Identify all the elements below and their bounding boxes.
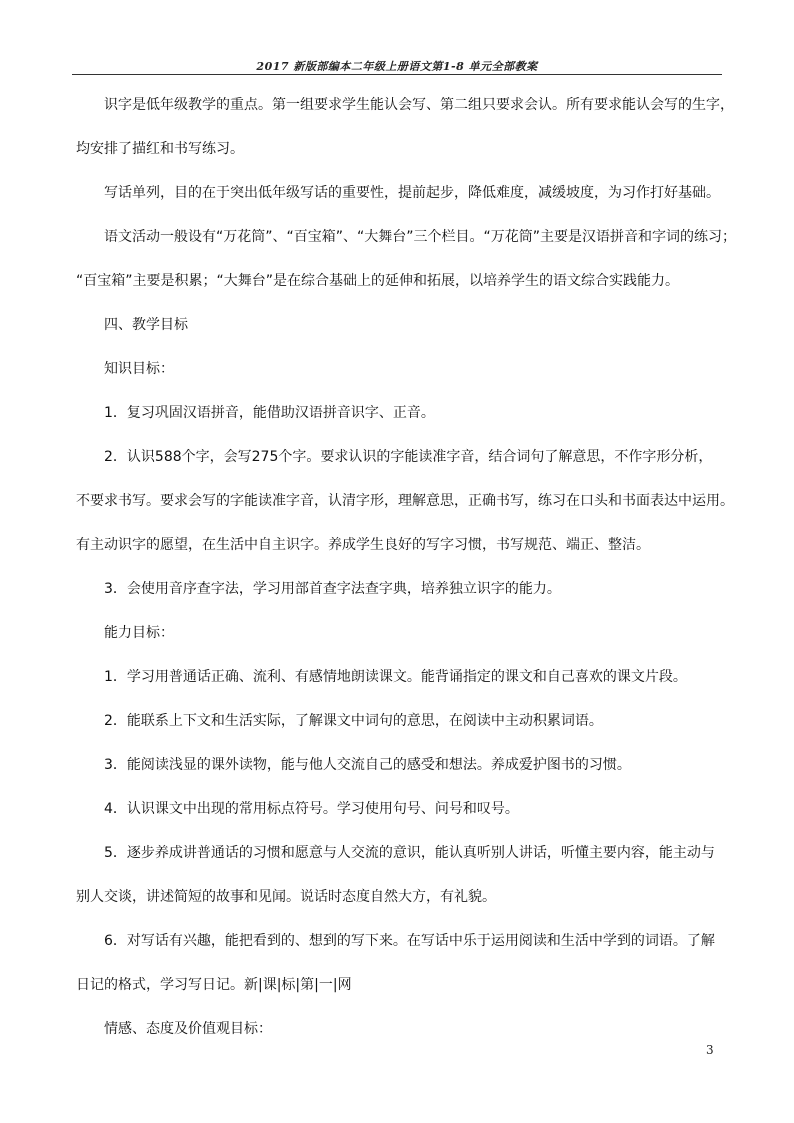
paragraph-line: 3．能阅读浅显的课外读物，能与他人交流自己的感受和想法。养成爱护图书的习惯。 (104, 757, 631, 773)
paragraph-line: 识字是低年级教学的重点。第一组要求学生能认会写、第二组只要求会认。所有要求能认会写的生字， (104, 97, 734, 113)
paragraph-line: 能力目标： (104, 625, 174, 641)
paragraph-line: 情感、态度及价值观目标： (104, 1021, 272, 1037)
paragraph-line: 4．认识课文中出现的常用标点符号。学习使用句号、问号和叹号。 (104, 801, 519, 817)
paragraph-line: 均安排了描红和书写练习。 (76, 141, 244, 157)
paragraph-line: 写话单列，目的在于突出低年级写话的重要性，提前起步，降低难度，减缓坡度，为习作打好基础。 (104, 185, 720, 201)
paragraph-line: 2．能联系上下文和生活实际，了解课文中词句的意思，在阅读中主动积累词语。 (104, 713, 603, 729)
paragraph-line: “百宝箱”主要是积累；“大舞台”是在综合基础上的延伸和拓展，以培养学生的语文综合实践能力。 (76, 273, 680, 289)
paragraph-line: 四、教学目标 (104, 317, 188, 333)
paragraph-line: 语文活动一般设有“万花筒”、“百宝箱”、“大舞台”三个栏目。“万花筒”主要是汉语拼音和字词的练习； (104, 229, 737, 245)
paragraph-line: 有主动识字的愿望，在生活中自主识字。养成学生良好的写字习惯，书写规范、端正、整洁。 (76, 537, 650, 553)
paragraph-line: 知识目标： (104, 361, 174, 377)
paragraph-line: 3．会使用音序查字法，学习用部首查字法查字典，培养独立识字的能力。 (104, 581, 561, 597)
page-header: 2017 新版部编本二年级上册语文第1-8 单元全部教案 (256, 60, 538, 73)
paragraph-line: 日记的格式，学习写日记。新|课|标|第|一|网 (76, 977, 352, 993)
header-divider (72, 74, 722, 75)
paragraph-line: 别人交谈，讲述简短的故事和见闻。说话时态度自然大方，有礼貌。 (76, 889, 496, 905)
page-number: 3 (706, 1043, 714, 1057)
paragraph-line: 1．学习用普通话正确、流利、有感情地朗读课文。能背诵指定的课文和自己喜欢的课文片段。 (104, 669, 687, 685)
paragraph-line: 5．逐步养成讲普通话的习惯和愿意与人交流的意识，能认真听别人讲话，听懂主要内容，能主动与 (104, 845, 715, 861)
document-body (76, 83, 737, 1051)
paragraph-line: 不要求书写。要求会写的字能读准字音，认清字形，理解意思，正确书写，练习在口头和书面表达中运用。 (76, 493, 734, 509)
paragraph-line: 6．对写话有兴趣，能把看到的、想到的写下来。在写话中乐于运用阅读和生活中学到的词语。了解 (104, 933, 715, 949)
paragraph-line: 2．认识588个字，会写275个字。要求认识的字能读准字音，结合词句了解意思，不作字形分析， (104, 449, 713, 465)
paragraph-line: 1．复习巩固汉语拼音，能借助汉语拼音识字、正音。 (104, 405, 435, 421)
